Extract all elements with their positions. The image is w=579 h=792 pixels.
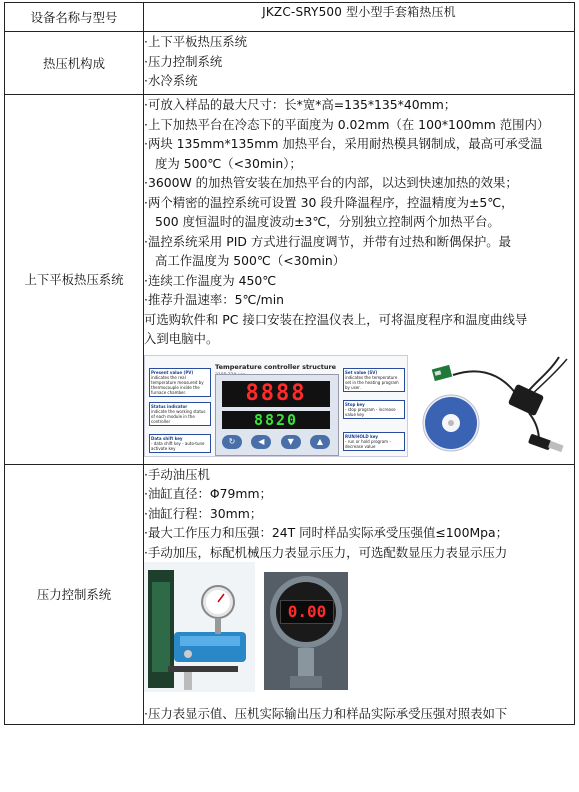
header-model-cell: JKZC-SRY500 型小型手套箱热压机 bbox=[144, 3, 575, 32]
list-item: ·温控系统采用 PID 方式进行温度调节，并带有过热和断偶保护。最 bbox=[144, 233, 512, 249]
pressure-figures bbox=[144, 562, 574, 704]
header-row bbox=[5, 3, 575, 32]
list-item: 度为 500℃（<30min）； bbox=[155, 155, 302, 171]
list-item: ·3600W 的加热管安装在加热平台的内部，以达到快速加热的效果； bbox=[144, 175, 518, 190]
list-item: ·油缸直径：Φ79mm； bbox=[144, 486, 272, 501]
list-item: ·可放入样品的最大尺寸：长*宽*高=135*135*40mm； bbox=[144, 97, 457, 112]
list-item: 可选购软件和 PC 接口安装在控温仪表上，可将温度程序和温度曲线导 bbox=[144, 311, 528, 327]
list-item: ·上下平板热压系统 bbox=[144, 34, 248, 49]
list-item: ·压力控制系统 bbox=[144, 53, 223, 69]
controller-buttons bbox=[222, 435, 330, 449]
up-arrow-icon: ▲ bbox=[310, 435, 330, 449]
datashift-callout: Data shift key - data shift key - auto-tune activate key bbox=[149, 434, 211, 453]
stopkey-callout: Stop key - stop program - increase value key bbox=[343, 400, 405, 419]
row-content bbox=[144, 95, 575, 465]
status-callout: Status indicator indicate the working status of each module in the controller bbox=[149, 402, 211, 426]
usb-cable-photo bbox=[409, 353, 574, 461]
controller-figure bbox=[144, 349, 574, 464]
list-item: ·油缸行程：30mm； bbox=[144, 505, 263, 521]
header-name-cell: 设备名称与型号 bbox=[5, 3, 144, 32]
hydraulic-press-photo bbox=[144, 562, 255, 692]
footer-note: ·压力表显示值、压机实际输出压力和样品实际承受压强对照表如下 bbox=[144, 706, 508, 721]
refresh-icon: ↻ bbox=[222, 435, 242, 449]
controller-diagram bbox=[144, 355, 408, 457]
pv-callout: Present value (PV) indicates the real temperature measured by thermocouple inside the furnace chamber. bbox=[149, 368, 211, 397]
diagram-title: Temperature controller structure bbox=[215, 362, 337, 371]
list-item: 500 度恒温时的温度波动±3℃，分别独立控制两个加热平台。 bbox=[155, 214, 500, 229]
down-arrow-icon: ▼ bbox=[281, 435, 301, 449]
row-content bbox=[144, 32, 575, 95]
row-pressure bbox=[5, 464, 575, 724]
list-item: ·手动油压机 bbox=[144, 466, 210, 482]
sv-callout: Set value (SV) indicates the temperature set in the heating program by user. bbox=[343, 368, 405, 392]
row-content bbox=[144, 464, 575, 724]
list-item: ·两块 135mm*135mm 加热平台，采用耐热模具钢制成，最高可承受温 bbox=[144, 136, 543, 151]
list-item: ·上下加热平台在冷态下的平面度为 0.02mm（在 100*100mm 范围内） bbox=[144, 116, 550, 132]
controller-panel bbox=[215, 374, 339, 456]
list-item: ·两个精密的温控系统可设置 30 段升降温程序，控温精度为±5℃， bbox=[144, 194, 514, 210]
row-label: 上下平板热压系统 bbox=[5, 95, 144, 465]
digital-gauge-graphic bbox=[264, 572, 348, 690]
runhold-callout: RUN/HOLD key - run or hold program - decrease value bbox=[343, 432, 405, 451]
list-item: ·连续工作温度为 450℃ bbox=[144, 272, 277, 288]
pv-display: 8888 bbox=[222, 381, 330, 407]
list-item: ·最大工作压力和压强：24T 同时样品实际承受压强值≤100Mpa； bbox=[144, 525, 508, 540]
left-arrow-icon: ◀ bbox=[251, 435, 271, 449]
row-label: 热压机构成 bbox=[5, 32, 144, 95]
sv-display: 8820 bbox=[222, 411, 330, 429]
digital-gauge-photo bbox=[264, 572, 348, 690]
row-hot-press bbox=[5, 95, 575, 465]
gauge-display: 0.00 bbox=[280, 600, 334, 624]
row-composition bbox=[5, 32, 575, 95]
list-item: 高工作温度为 500℃（<30min） bbox=[155, 253, 346, 268]
list-item: 入到电脑中。 bbox=[144, 331, 219, 346]
row-label: 压力控制系统 bbox=[5, 464, 144, 724]
spec-table bbox=[4, 2, 575, 725]
list-item: ·手动加压，标配机械压力表显示压力，可选配数显压力表显示压力 bbox=[144, 544, 508, 560]
list-item: ·水冷系统 bbox=[144, 73, 198, 88]
list-item: ·推荐升温速率：5℃/min bbox=[144, 292, 285, 307]
